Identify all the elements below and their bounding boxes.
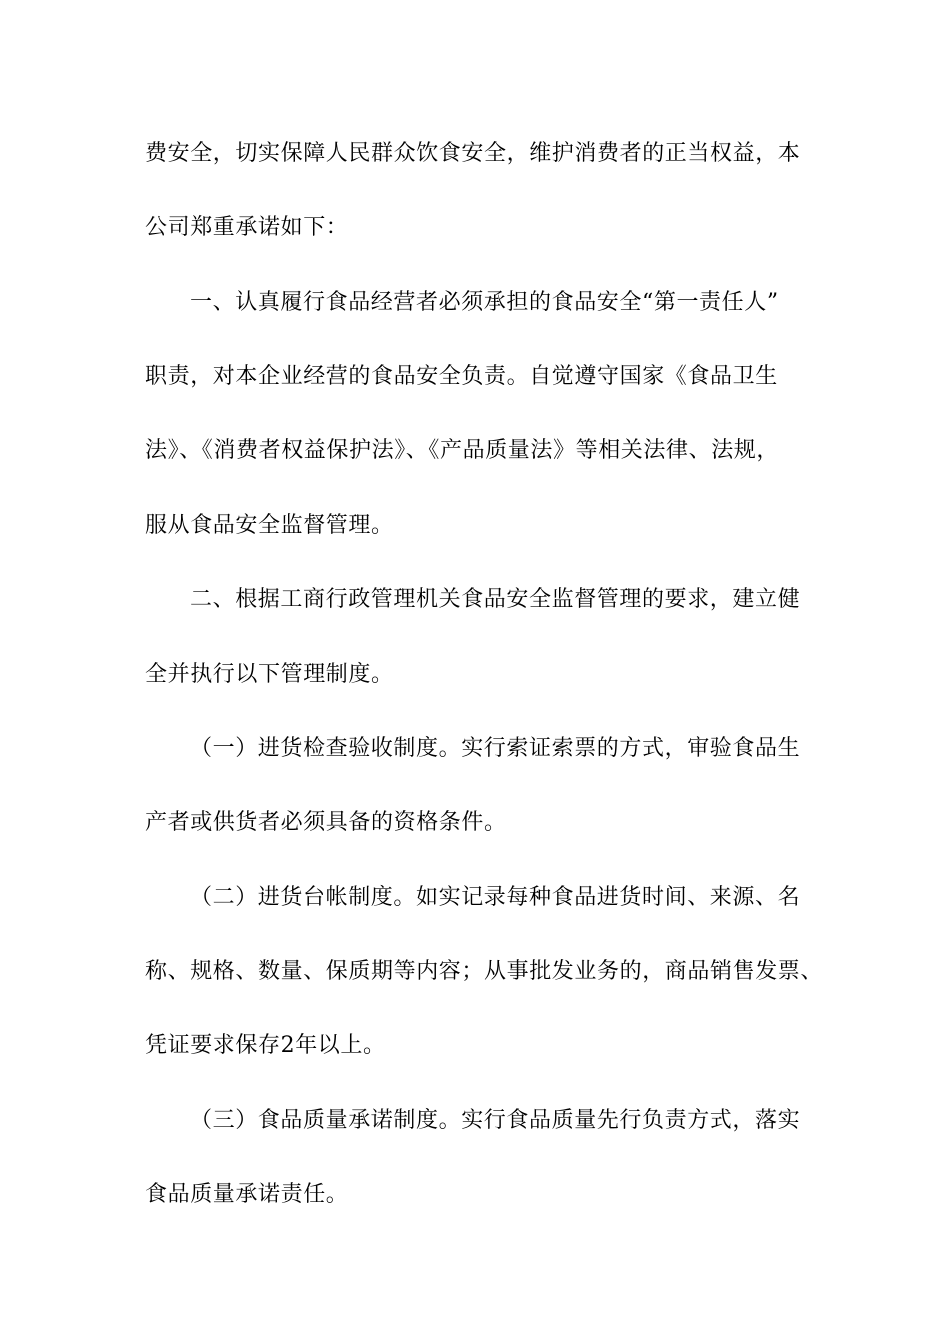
text-line-5: 法》、《消费者权益保护法》、《产品质量法》等相关法律、法规， — [145, 438, 780, 463]
text-line-15: 食品质量承诺责任。 — [145, 1182, 349, 1207]
text-line-9: （一）进货检查验收制度。实行索证索票的方式，审验食品生 — [190, 736, 801, 761]
text-line-14: （三）食品质量承诺制度。实行食品质量先行负责方式，落实 — [190, 1108, 801, 1133]
text-line-7: 二、根据工商行政管理机关食品安全监督管理的要求，建立健 — [190, 587, 801, 612]
text-line-12: 称、规格、数量、保质期等内容；从事批发业务的，商品销售发票、 — [145, 959, 824, 984]
text-line-2: 公司郑重承诺如下： — [145, 215, 349, 240]
text-line-1: 费安全，切实保障人民群众饮食安全，维护消费者的正当权益，本 — [145, 141, 801, 166]
text-line-11: （二）进货台帐制度。如实记录每种食品进货时间、来源、名 — [190, 885, 801, 910]
text-line-6: 服从食品安全监督管理。 — [145, 513, 394, 538]
text-line-8: 全并执行以下管理制度。 — [145, 662, 394, 687]
text-line-13: 凭证要求保存2年以上。 — [145, 1033, 386, 1058]
text-line-4: 职责，对本企业经营的食品安全负责。自觉遵守国家《食品卫生 — [145, 364, 778, 389]
text-line-3: 一、认真履行食品经营者必须承担的食品安全“第一责任人” — [190, 290, 779, 315]
text-line-10: 产者或供货者必须具备的资格条件。 — [145, 810, 507, 835]
